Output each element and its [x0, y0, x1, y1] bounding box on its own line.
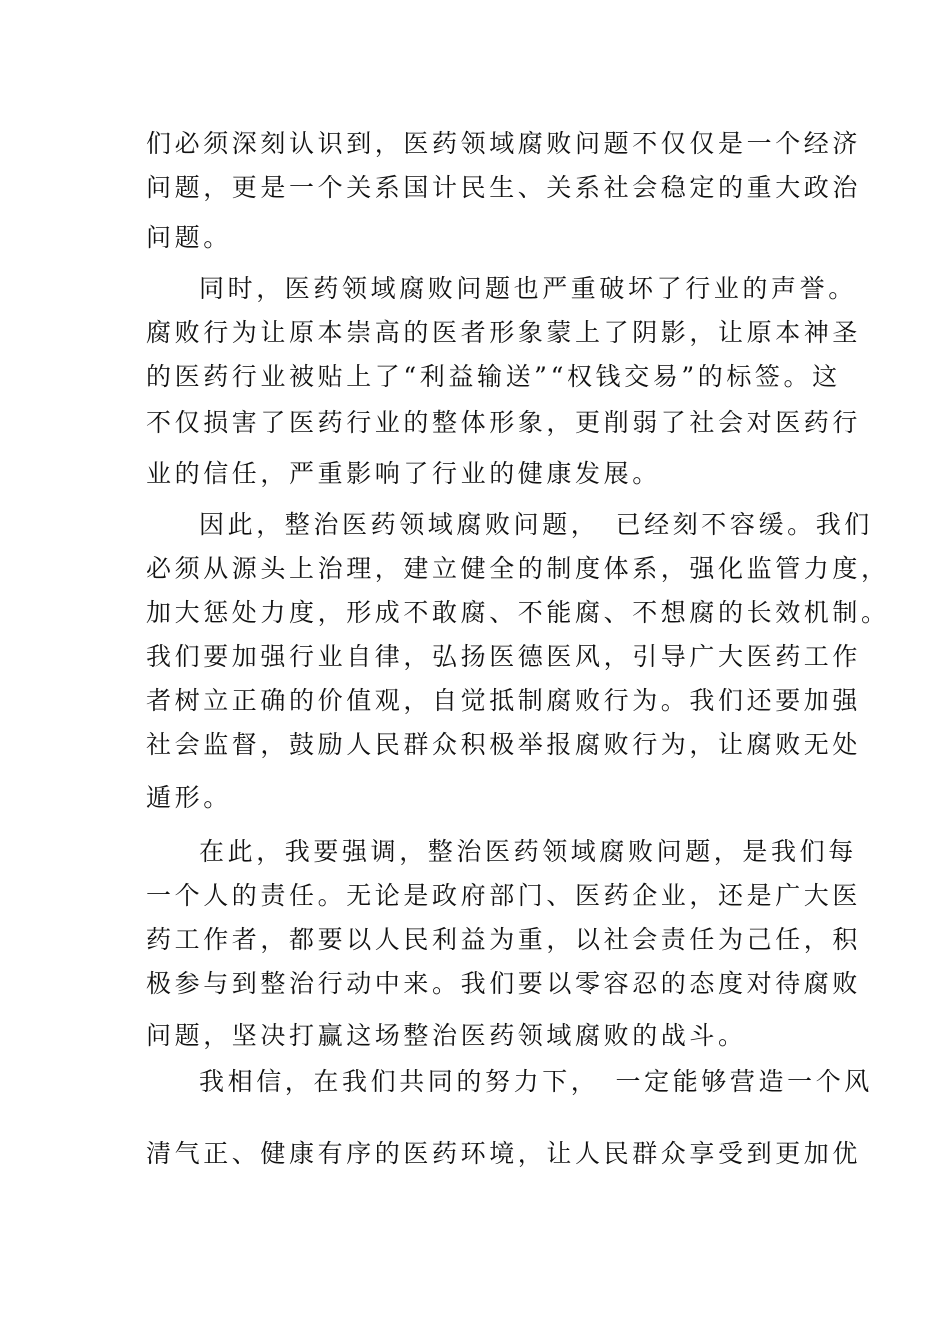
text-line: 腐败行为让原本崇高的医者形象蒙上了阴影，让原本神圣 — [146, 318, 862, 347]
text-line: 加大惩处力度，形成不敢腐、不能腐、不想腐的长效机制。 — [146, 598, 890, 627]
text-line: 药工作者，都要以人民利益为重，以社会责任为己任，积 — [146, 925, 862, 954]
paragraph-first-line: 同时，医药领域腐败问题也严重破坏了行业的声誉。 — [199, 274, 857, 303]
text-line: 一个人的责任。无论是政府部门、医药企业，还是广大医 — [146, 881, 862, 910]
text-line: 必须从源头上治理，建立健全的制度体系，强化监管力度， — [146, 554, 890, 583]
text-line: 清气正、健康有序的医药环境，让人民群众享受到更加优 — [146, 1139, 862, 1168]
text-line: 遁形。 — [146, 783, 232, 812]
text-line: 社会监督，鼓励人民群众积极举报腐败行为，让腐败无处 — [146, 730, 862, 759]
text-line: 者树立正确的价值观，自觉抵制腐败行为。我们还要加强 — [146, 686, 862, 715]
text-line: 业的信任，严重影响了行业的健康发展。 — [146, 459, 661, 488]
text-line: 的医药行业被贴上了“利益输送”“权钱交易”的标签。这 — [146, 362, 841, 391]
text-line: 问题，坚决打赢这场整治医药领域腐败的战斗。 — [146, 1021, 747, 1050]
text-line: 我们要加强行业自律，弘扬医德医风，引导广大医药工作 — [146, 642, 862, 671]
paragraph-first-line: 我相信，在我们共同的努力下， 一定能够营造一个风 — [199, 1067, 873, 1096]
text-line: 问题。 — [146, 223, 232, 252]
text-line: 问题，更是一个关系国计民生、关系社会稳定的重大政治 — [146, 173, 862, 202]
text-line: 们必须深刻认识到，医药领域腐败问题不仅仅是一个经济 — [146, 129, 862, 158]
text-line: 极参与到整治行动中来。我们要以零容忍的态度对待腐败 — [146, 969, 862, 998]
text-line: 不仅损害了医药行业的整体形象，更削弱了社会对医药行 — [146, 408, 862, 437]
paragraph-first-line: 在此，我要强调，整治医药领域腐败问题，是我们每 — [199, 837, 857, 866]
paragraph-first-line: 因此，整治医药领域腐败问题， 已经刻不容缓。我们 — [199, 510, 873, 539]
